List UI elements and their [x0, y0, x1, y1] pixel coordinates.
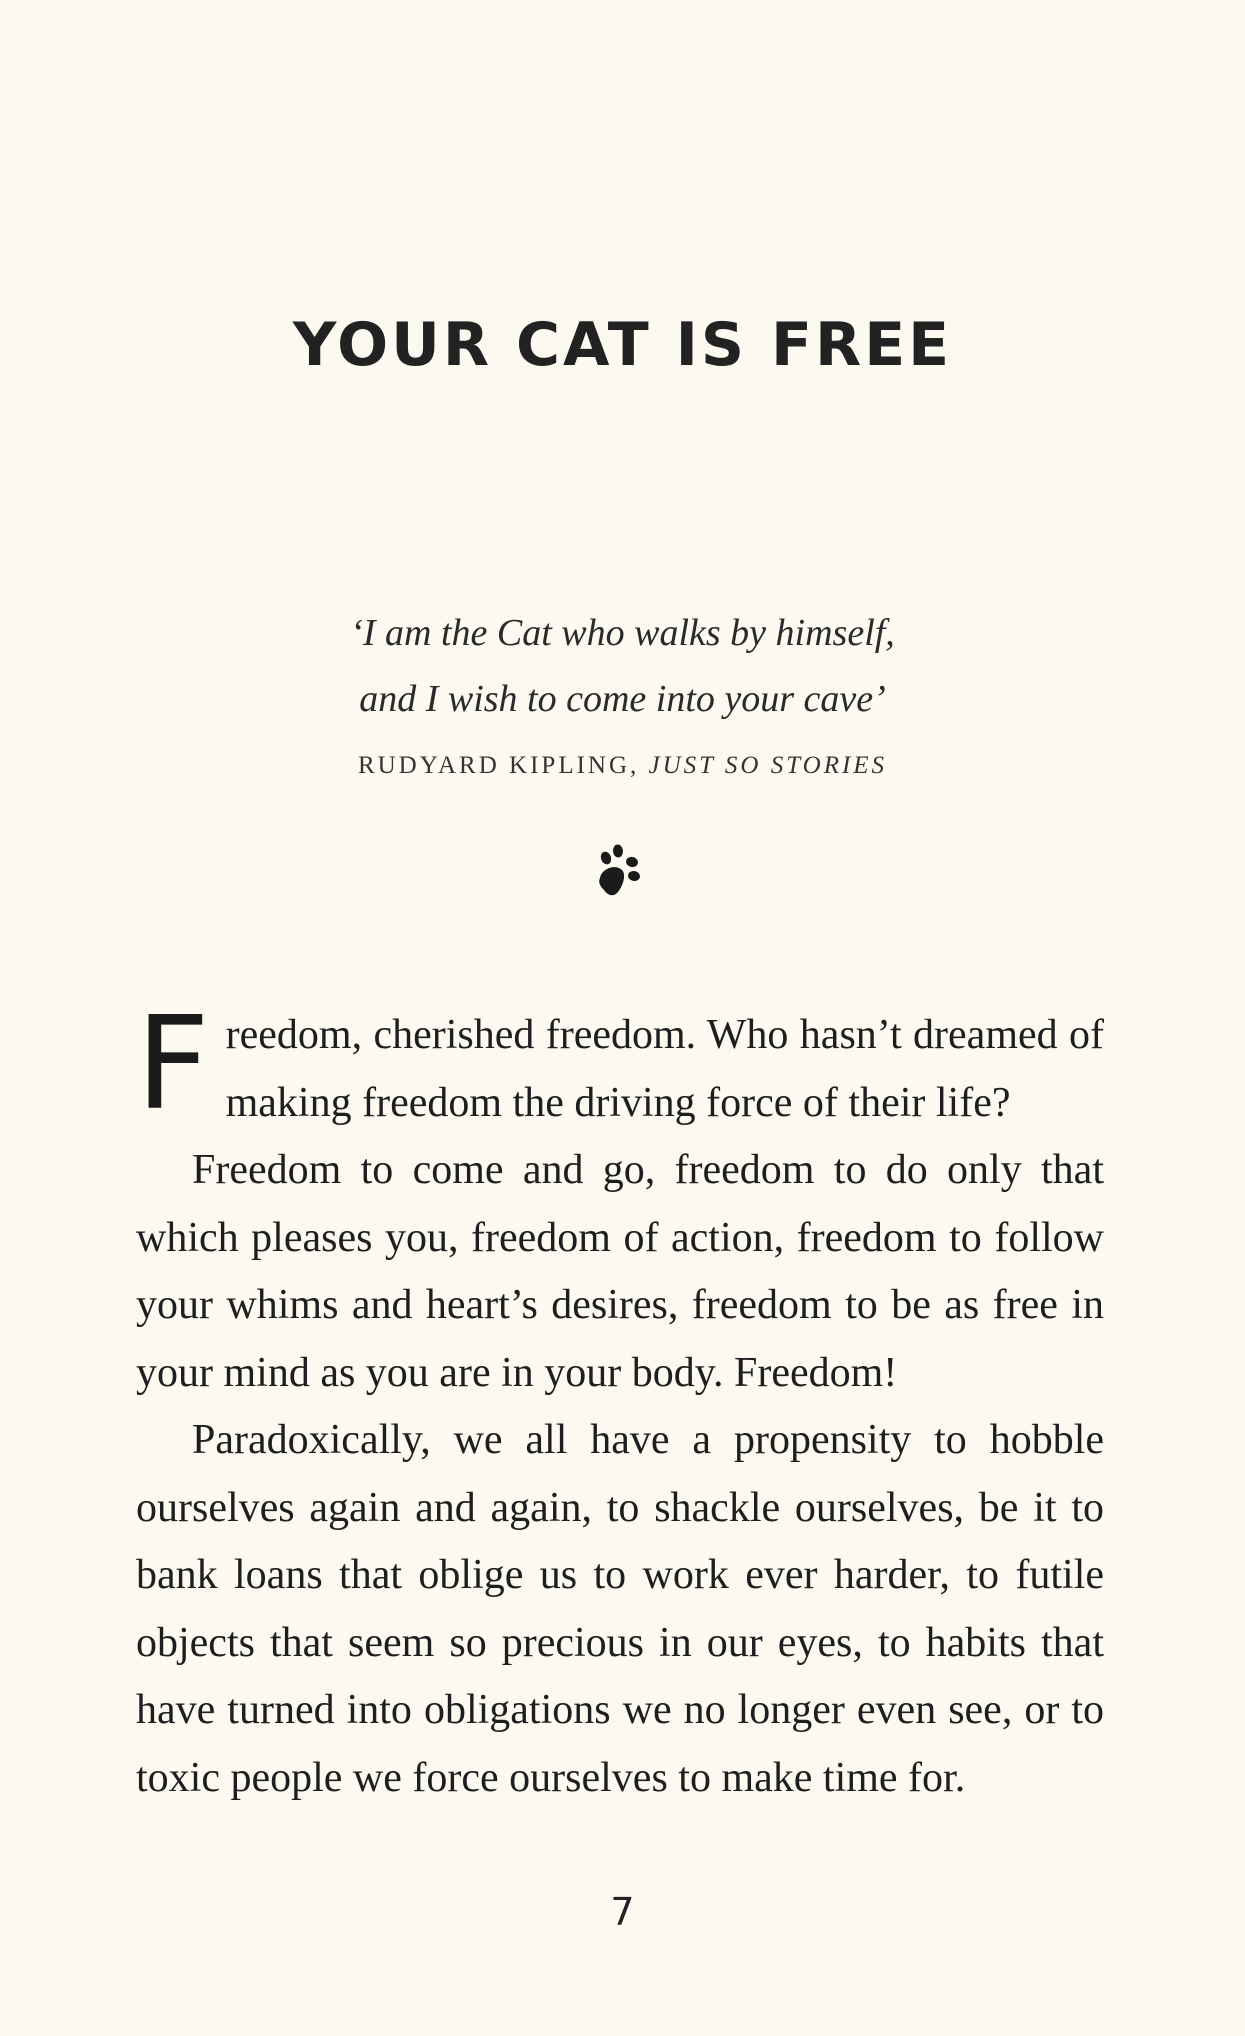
paragraph-3: Paradoxically, we all have a propensity to hobble ourselves again and again, to shackle ourselves, be it to bank loans that oblige us to work ever harder, to futile objects that seem so precious in our eyes, to habits that have turned into obligations we no longer even see, or to toxic people we force ourselves to make time for. — [136, 1417, 1104, 1801]
epigraph-quote — [0, 600, 1245, 732]
paragraph-2: Freedom to come and go, freedom to do only that which pleases you, freedom of action, freedom to follow your whims and heart’s desires, freedom to be as free in your mind as you are in your body. Freedom! — [136, 1147, 1104, 1396]
paragraph-1-text: reedom, cherished freedom. Who hasn’t dreamed of making freedom the driving force of their life? — [225, 1012, 1104, 1126]
chapter-body — [136, 990, 1104, 1812]
chapter-title: YOUR CAT IS FREE — [292, 310, 953, 380]
page-number: 7 — [610, 1890, 635, 1934]
drop-cap: F — [136, 990, 210, 1139]
paragraph-1 — [136, 990, 1104, 1139]
epigraph-attribution — [0, 752, 1245, 780]
epigraph-line-2: and I wish to come into your cave’ — [359, 678, 886, 720]
epigraph-line-1: ‘I am the Cat who walks by himself, — [350, 612, 895, 654]
epigraph-work: JUST SO STORIES — [648, 752, 888, 779]
epigraph-author: RUDYARD KIPLING, — [357, 752, 649, 779]
paw-print-icon — [592, 842, 652, 902]
